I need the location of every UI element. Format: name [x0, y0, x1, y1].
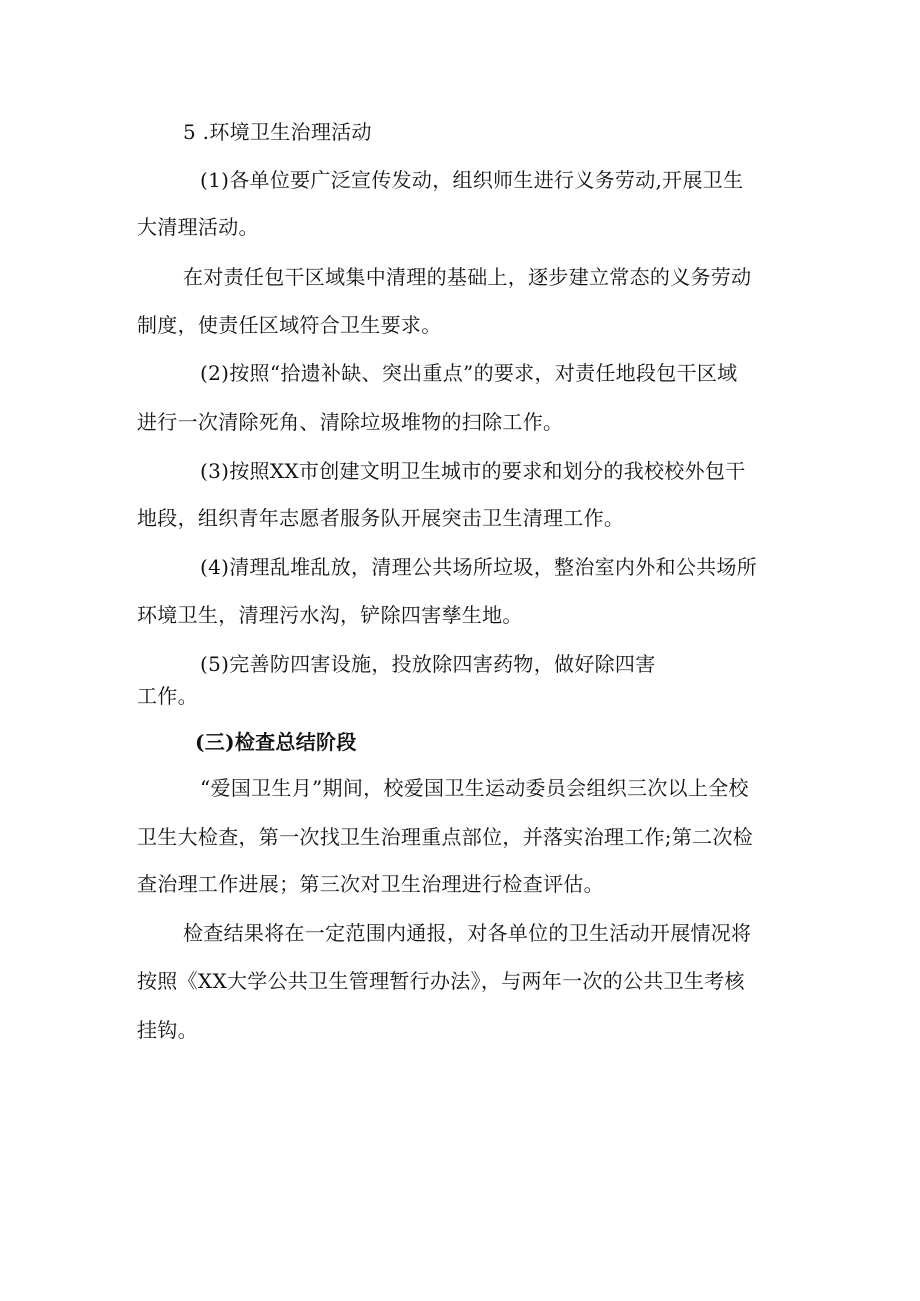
stage-3-paragraph-1-line-1: “爱国卫生月”期间，校爱国卫生运动委员会组织三次以上全校: [200, 776, 749, 800]
stage-3-paragraph-2-line-2: 按照《XX大学公共卫生管理暂行办法》，与两年一次的公共卫生考核: [137, 969, 745, 993]
stage-3-heading: (三)检查总结阶段: [195, 730, 357, 754]
item-2-line-1: (2)按照“拾遗补缺、突出重点”的要求，对责任地段包干区域: [200, 361, 738, 385]
stage-3-paragraph-1-line-2: 卫生大检查，第一次找卫生治理重点部位，并落实治理工作;第二次检: [137, 825, 754, 849]
item-4-line-2: 环境卫生，清理污水沟，铲除四害孳生地。: [137, 603, 523, 627]
item-5-line-2: 工作。: [137, 684, 198, 708]
item-3-line-1: (3)按照XX市创建文明卫生城市的要求和划分的我校校外包干: [200, 459, 746, 483]
item-1-line-1: (1)各单位要广泛宣传发动，组织师生进行义务劳动,开展卫生: [200, 168, 744, 192]
item-5-line-1: (5)完善防四害设施，投放除四害药物，做好除四害: [200, 652, 656, 676]
paragraph-1-line-1: 在对责任包干区域集中清理的基础上，逐步建立常态的义务劳动: [183, 265, 752, 289]
stage-3-paragraph-2-line-1: 检查结果将在一定范围内通报，对各单位的卫生活动开展情况将: [183, 921, 752, 945]
item-1-line-2: 大清理活动。: [137, 215, 259, 239]
section-heading: 5 .环境卫生治理活动: [183, 120, 372, 144]
stage-3-paragraph-2-line-3: 挂钩。: [137, 1018, 198, 1042]
item-2-line-2: 进行一次清除死角、清除垃圾堆物的扫除工作。: [137, 410, 564, 434]
stage-3-paragraph-1-line-3: 查治理工作进展；第三次对卫生治理进行检查评估。: [137, 872, 604, 896]
item-4-line-1: (4)清理乱堆乱放，清理公共场所垃圾，整治室内外和公共场所: [200, 555, 758, 579]
item-3-line-2: 地段，组织青年志愿者服务队开展突击卫生清理工作。: [137, 506, 625, 530]
paragraph-1-line-2: 制度，使责任区域符合卫生要求。: [137, 313, 442, 337]
